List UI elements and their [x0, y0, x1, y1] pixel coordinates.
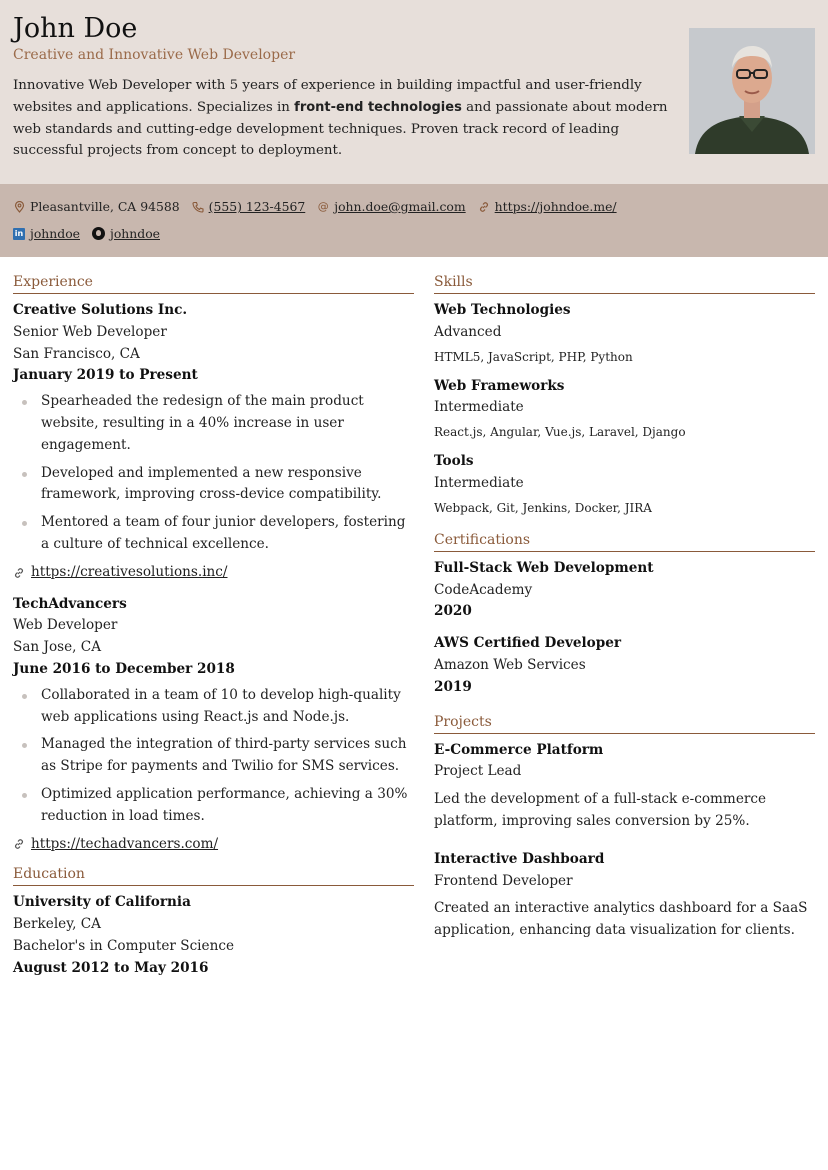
summary-text: [13, 75, 673, 162]
certification-entry: [434, 558, 815, 623]
job-dates: January 2019 to Present: [13, 367, 198, 384]
profile-photo-illustration: [689, 28, 815, 154]
project-role: Frontend Developer: [434, 872, 573, 889]
left-column: [13, 257, 414, 980]
link-icon: [13, 567, 25, 579]
certification-issuer: Amazon Web Services: [434, 656, 586, 673]
project-entry: [434, 849, 815, 942]
certification-name: AWS Certified Developer: [434, 635, 622, 652]
job-highlights: [13, 391, 414, 556]
company-name: Creative Solutions Inc.: [13, 302, 188, 318]
link-icon: [478, 201, 490, 213]
at-sign-icon: @: [317, 200, 329, 213]
profile-photo: [689, 28, 815, 154]
institution-location: Berkeley, CA: [13, 916, 101, 933]
highlight-item: Developed and implemented a new responsive framework, improving cross-device compatibility.: [13, 463, 414, 507]
linkedin-link[interactable]: johndoe: [30, 226, 80, 241]
website-link[interactable]: https://johndoe.me/: [494, 199, 617, 214]
map-pin-icon: [13, 201, 25, 213]
education-dates: August 2012 to May 2016: [13, 959, 209, 976]
contact-email[interactable]: [317, 199, 465, 214]
projects-heading: Projects: [434, 699, 815, 734]
contact-row-primary: [13, 199, 629, 214]
contact-row-social: [13, 226, 172, 241]
phone-link[interactable]: (555) 123-4567: [208, 199, 306, 214]
skill-keywords: React.js, Angular, Vue.js, Laravel, Django: [434, 425, 686, 440]
skill-keywords: HTML5, JavaScript, PHP, Python: [434, 349, 633, 364]
skill-level: Intermediate: [434, 474, 524, 491]
project-description: Led the development of a full-stack e-commerce platform, improving sales conversion by 25%.: [434, 791, 767, 829]
certification-name: Full-Stack Web Development: [434, 559, 654, 576]
project-description: Created an interactive analytics dashboard for a SaaS application, enhancing data visualization for clients.: [434, 900, 808, 939]
phone-icon: [192, 201, 204, 213]
highlight-item: Optimized application performance, achieving a 30% reduction in load times.: [13, 784, 414, 828]
contact-phone[interactable]: [192, 199, 306, 214]
project-entry: [434, 740, 815, 833]
skill-name: Tools: [434, 453, 474, 470]
company-url-row[interactable]: [13, 562, 414, 584]
highlight-item: Managed the integration of third-party services such as Stripe for payments and Twilio for SMS services.: [13, 734, 414, 778]
certification-year: 2020: [434, 603, 472, 620]
github-link[interactable]: johndoe: [110, 226, 160, 241]
skill-name: Web Technologies: [434, 302, 571, 318]
email-link[interactable]: john.doe@gmail.com: [334, 199, 466, 214]
experience-entry: [13, 594, 414, 856]
contact-location: [13, 199, 180, 214]
certification-entry: [434, 633, 815, 698]
certification-year: 2019: [434, 678, 472, 695]
contact-github[interactable]: [92, 226, 160, 241]
certification-issuer: CodeAcademy: [434, 581, 533, 598]
experience-entry: [13, 300, 414, 584]
contact-website[interactable]: [478, 199, 617, 214]
job-location: San Jose, CA: [13, 639, 102, 656]
github-icon: [92, 227, 105, 240]
job-location: San Francisco, CA: [13, 345, 140, 362]
summary-part-1: Innovative Web Developer with 5 years of experience in building impactful and user-friendly websites and applications. Specializes in: [13, 78, 642, 115]
skill-entry: [434, 376, 815, 442]
highlight-item: Collaborated in a team of 10 to develop high-quality web applications using React.js and Node.js.: [13, 685, 414, 729]
skill-level: Intermediate: [434, 399, 524, 416]
company-url[interactable]: https://techadvancers.com/: [31, 835, 219, 852]
summary-bold: front-end technologies: [294, 99, 462, 115]
location-text: Pleasantville, CA 94588: [30, 199, 180, 214]
skill-keywords: Webpack, Git, Jenkins, Docker, JIRA: [434, 500, 652, 515]
education-entry: [13, 892, 414, 979]
company-url-row[interactable]: [13, 834, 414, 856]
highlight-item: Mentored a team of four junior developers, fostering a culture of technical excellence.: [13, 512, 414, 556]
person-name: John Doe: [13, 13, 138, 44]
skill-level: Advanced: [434, 323, 502, 340]
job-dates: June 2016 to December 2018: [13, 660, 235, 677]
job-position: Web Developer: [13, 617, 118, 634]
contact-bar: [0, 184, 828, 257]
certifications-heading: Certifications: [434, 517, 815, 552]
education-heading: Education: [13, 855, 414, 886]
skills-heading: Skills: [434, 257, 815, 294]
company-url[interactable]: https://creativesolutions.inc/: [31, 563, 228, 580]
link-icon: [13, 838, 25, 850]
project-name: Interactive Dashboard: [434, 850, 605, 867]
skill-entry: [434, 451, 815, 517]
resume-header: [0, 0, 828, 184]
highlight-item: Spearheaded the redesign of the main product website, resulting in a 40% increase in user engagement.: [13, 391, 414, 456]
linkedin-icon: in: [14, 229, 24, 238]
right-column: [434, 257, 815, 942]
summary-part-2: and passionate about modern web standards and cutting-edge development techniques. Proven track record of leading successful projects from concept to deployment.: [13, 99, 668, 159]
degree: Bachelor's in Computer Science: [13, 937, 234, 954]
job-highlights: [13, 685, 414, 828]
job-position: Senior Web Developer: [13, 323, 167, 340]
contact-linkedin[interactable]: [13, 226, 80, 241]
company-name: TechAdvancers: [13, 595, 127, 612]
experience-heading: Experience: [13, 257, 414, 294]
project-role: Project Lead: [434, 763, 522, 780]
skill-entry: [434, 300, 815, 366]
institution-name: University of California: [13, 894, 191, 911]
person-headline: Creative and Innovative Web Developer: [13, 47, 296, 63]
project-name: E-Commerce Platform: [434, 741, 604, 758]
skill-name: Web Frameworks: [434, 377, 565, 394]
